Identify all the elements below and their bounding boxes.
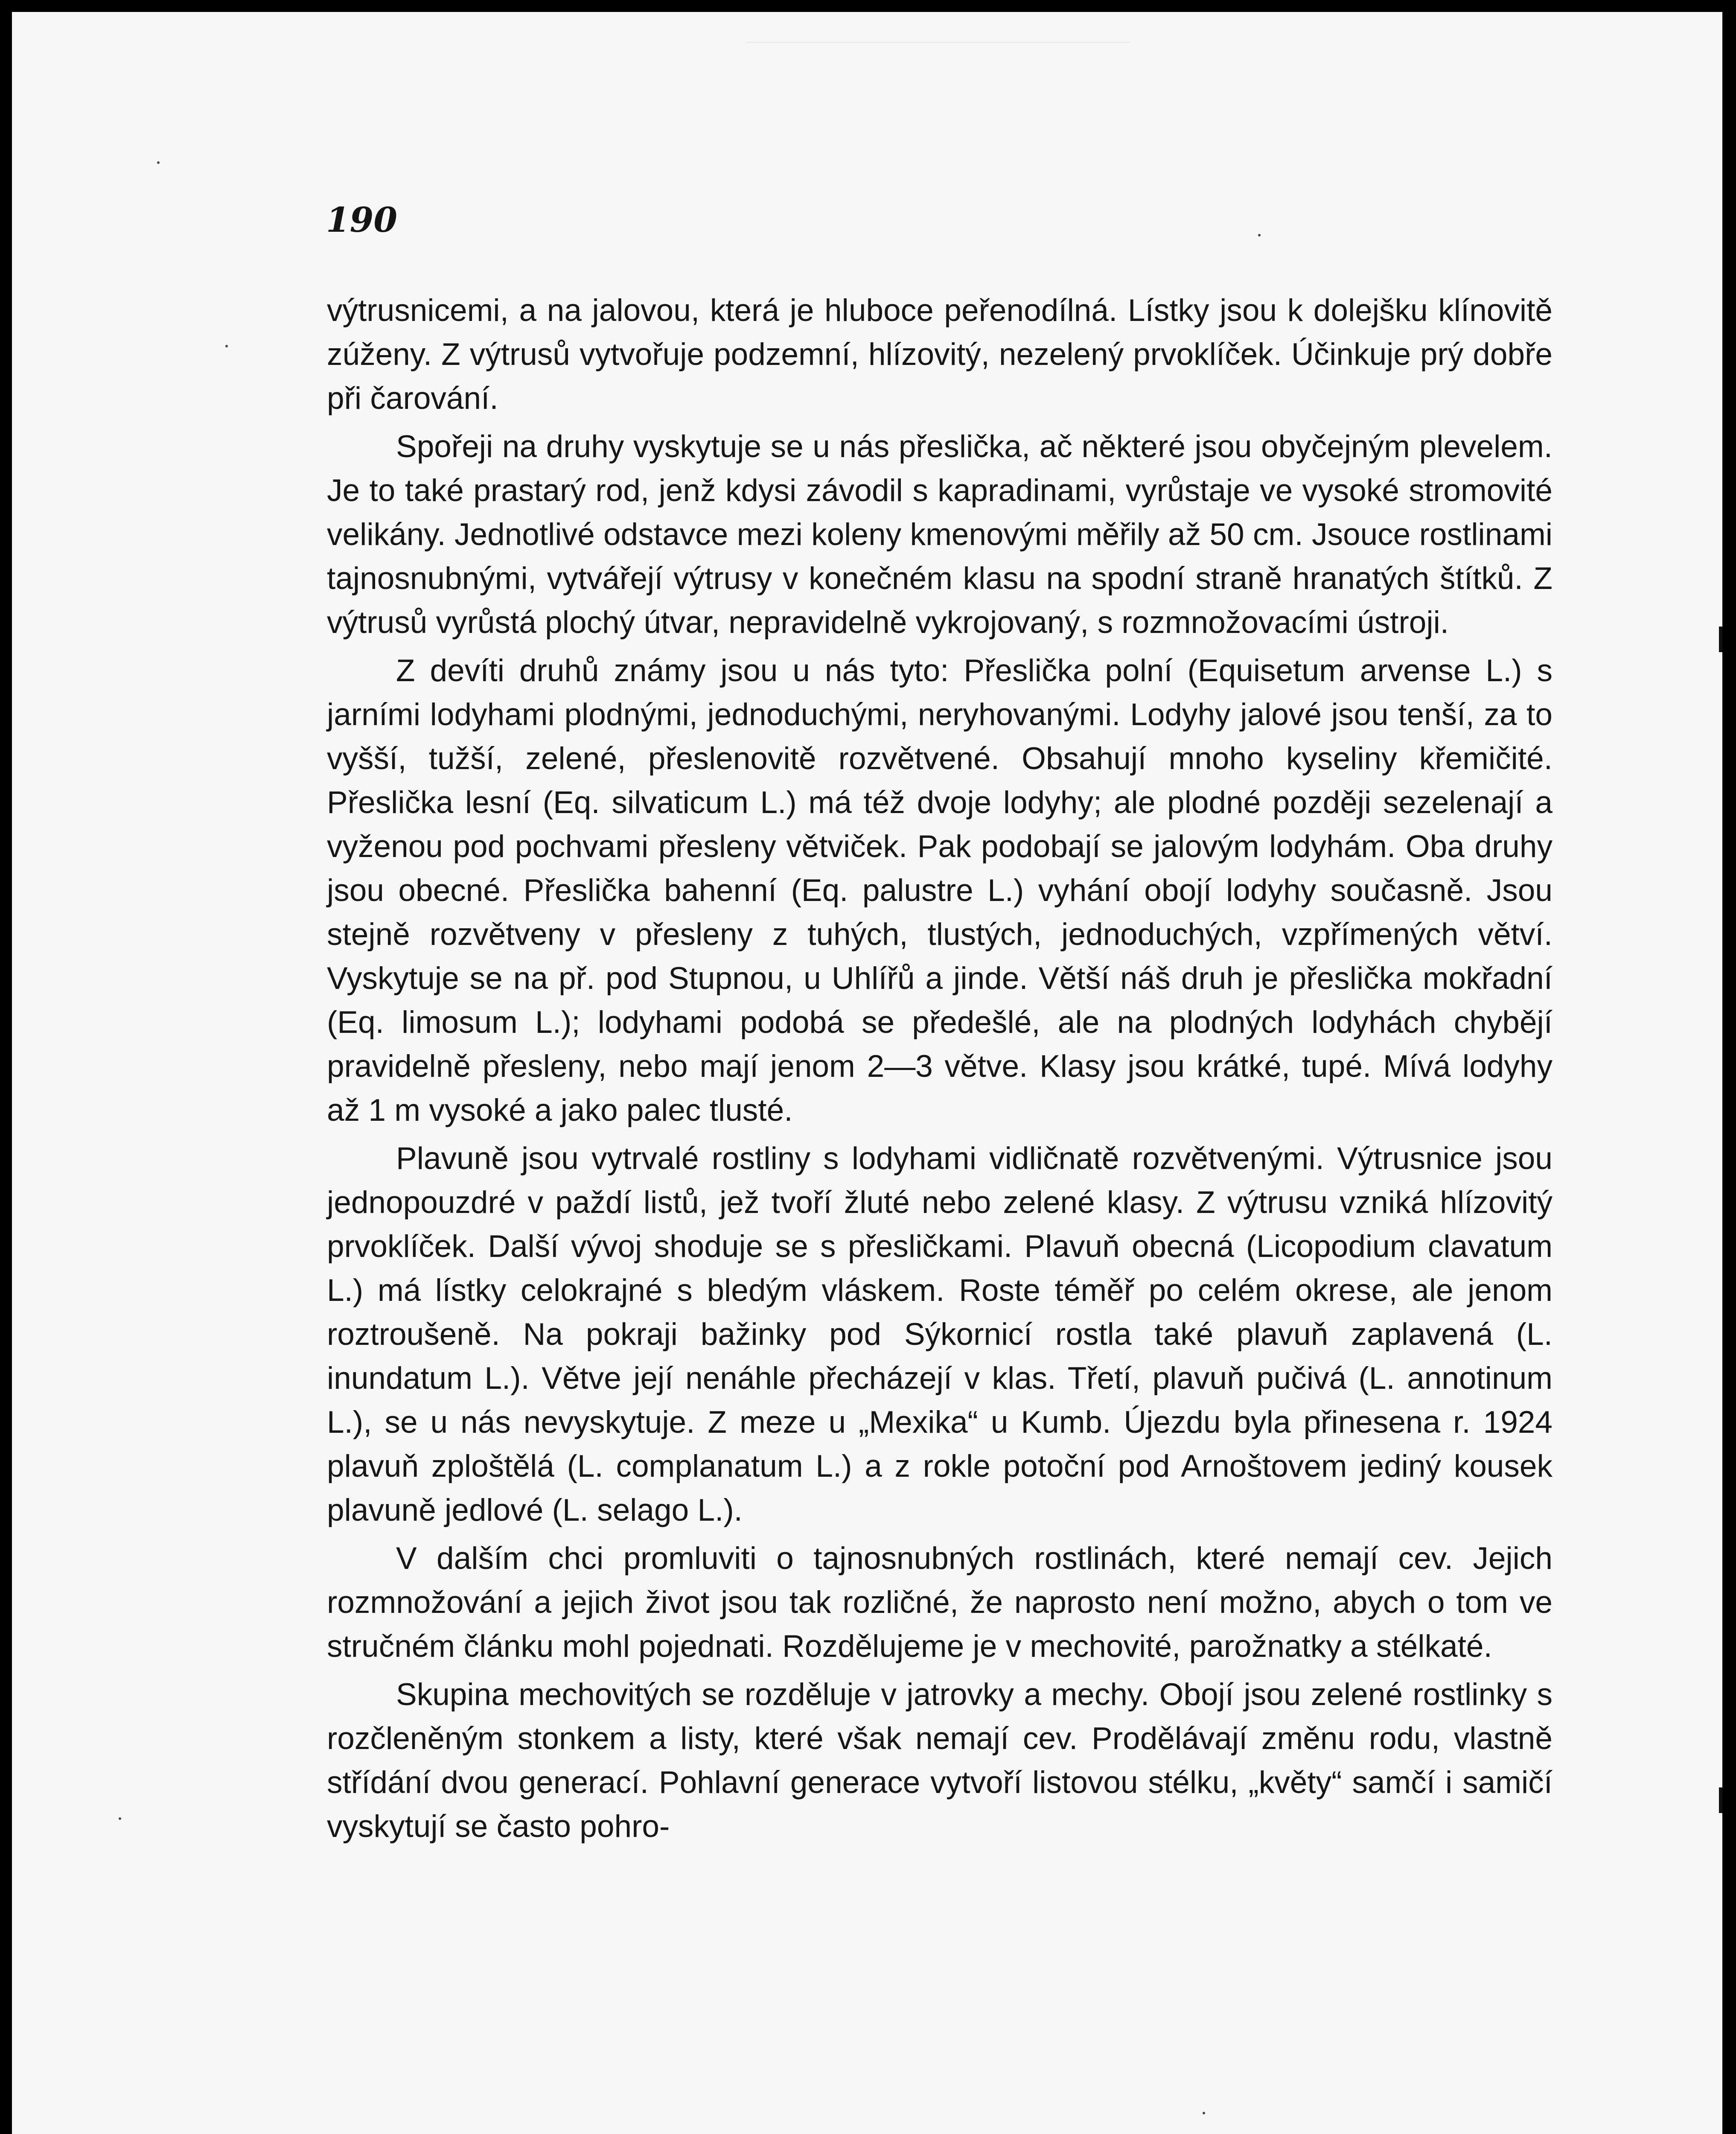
scan-edge-mark bbox=[1719, 627, 1722, 652]
scan-speck bbox=[157, 161, 160, 164]
scan-edge-mark bbox=[1719, 1787, 1722, 1813]
paragraph-6: Skupina mechovitých se rozděluje v jatrovky a mechy. Obojí jsou zelené rostlinky s rozčleněným stonkem a listy, které však nemají cev. Prodělávají změnu rodu, vlastně střídání dvou generací. Pohlavní generace vytvoří listovou stélku, „květy“ samčí i samičí vyskytují se často pohro- bbox=[327, 1677, 1552, 1844]
scan-smudge bbox=[746, 12, 1130, 43]
paragraph-2: Spořeji na druhy vyskytuje se u nás přeslička, ač některé jsou obyčejným plevelem. Je to také prastarý rod, jenž kdysi závodil s kapradinami, vyrůstaje ve vysoké stromovité velikány. Jednotlivé odstavce mezi koleny kmenovými měřily až 50 cm. Jsouce rostlinami tajnosnubnými, vytvářejí výtrusy v konečném klasu na spodní straně hranatých štítků. Z výtrusů vyrůstá plochý útvar, nepravidelně vykrojovaný, s rozmnožovacími ústroji. bbox=[327, 429, 1552, 640]
paragraph-5: V dalším chci promluviti o tajnosnubných rostlinách, které nemají cev. Jejich rozmnožování a jejich život jsou tak rozličné, že naprosto není možno, abych o tom ve stručném článku mohl pojednati. Rozdělujeme je v mechovité, parožnatky a stélkaté. bbox=[327, 1541, 1552, 1664]
scan-speck bbox=[225, 345, 228, 347]
paragraph-4: Plavuně jsou vytrvalé rostliny s lodyhami vidličnatě rozvětvenými. Výtrusnice jsou jednopouzdré v paždí listů, jež tvoří žluté nebo zelené klasy. Z výtrusu vzniká hlízovitý prvoklíček. Další vývoj shoduje se s přesličkami. Plavuň obecná (Licopodium clavatum L.) má lístky celokrajné s bledým vláskem. Roste téměř po celém okrese, ale jenom roztroušeně. Na pokraji bažinky pod Sýkornicí rostla také plavuň zaplavená (L. inundatum L.). Větve její nenáhle přecházejí v klas. Třetí, plavuň pučivá (L. annotinum L.), se u nás nevyskytuje. Z meze u „Mexika“ u Kumb. Újezdu byla přinesena r. 1924 plavuň zploštělá (L. complanatum L.) a z rokle potoční pod Arnoštovem jediný kousek plavuně jedlové (L. selago L.). bbox=[327, 1141, 1552, 1528]
scanned-page bbox=[12, 12, 1722, 2134]
paragraph-1: výtrusnicemi, a na jalovou, která je hluboce peřenodílná. Lístky jsou k dolejšku klínovitě zúženy. Z výtrusů vytvořuje podzemní, hlízovitý, nezelený prvoklíček. Účinkuje prý dobře při čarování. bbox=[327, 293, 1552, 416]
paragraph-3: Z devíti druhů známy jsou u nás tyto: Přeslička polní (Equisetum arvense L.) s jarními lodyhami plodnými, jednoduchými, neryhovanými. Lodyhy jalové jsou tenší, za to vyšší, tužší, zelené, přeslenovitě rozvětvené. Obsahují mnoho kyseliny křemičité. Přeslička lesní (Eq. silvaticum L.) má též dvoje lodyhy; ale plodné později sezelenají a vyženou pod pochvami přesleny větviček. Pak podobají se jalovým lodyhám. Oba druhy jsou obecné. Přeslička bahenní (Eq. palustre L.) vyhání obojí lodyhy současně. Jsou stejně rozvětveny v přesleny z tuhých, tlustých, jednoduchých, vzpřímených větví. Vyskytuje se na př. pod Stupnou, u Uhlířů a jinde. Větší náš druh je přeslička mokřadní (Eq. limosum L.); lodyhami podobá se předešlé, ale na plodných lodyhách chybějí pravidelně přesleny, nebo mají jenom 2—3 větve. Klasy jsou krátké, tupé. Mívá lodyhy až 1 m vysoké a jako palec tlusté. bbox=[327, 653, 1552, 1128]
scan-speck bbox=[1203, 2112, 1205, 2114]
page-number: 190 bbox=[326, 200, 397, 240]
body-text bbox=[327, 289, 1552, 1853]
scan-speck bbox=[1258, 234, 1261, 236]
scan-speck bbox=[119, 1817, 121, 1820]
